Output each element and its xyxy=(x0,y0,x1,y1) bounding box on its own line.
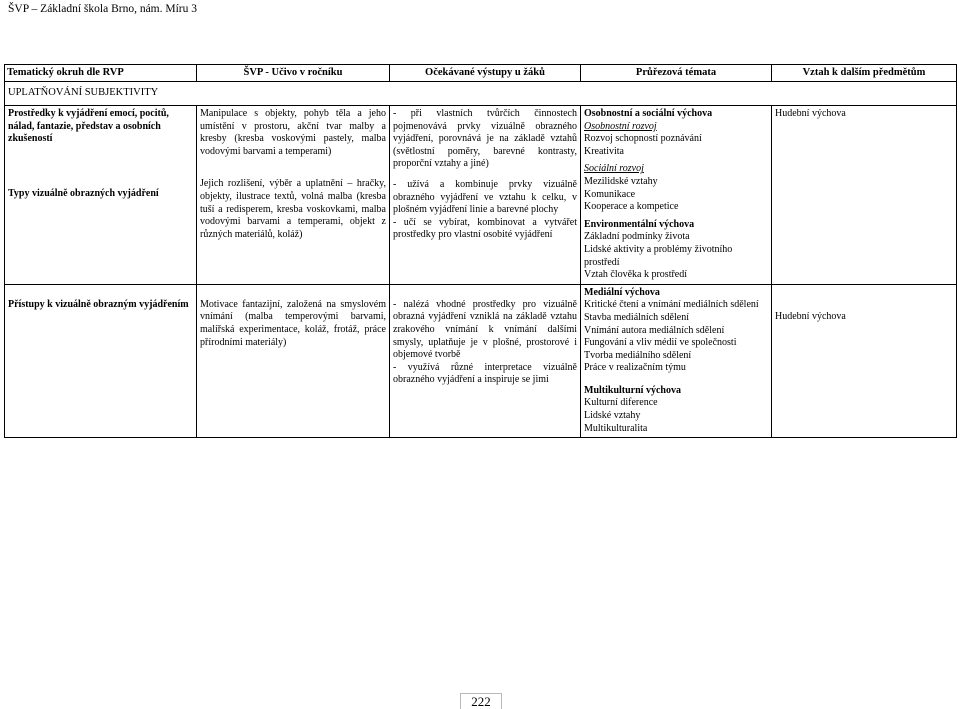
topic-item: Typy vizuálně obrazných vyjádření xyxy=(8,188,159,199)
column-header-cross-themes: Průřezová témata xyxy=(581,65,772,82)
column-header-curriculum: ŠVP - Učivo v ročníku xyxy=(197,65,390,82)
theme-item: Práce v realizačním týmu xyxy=(584,362,686,374)
theme-item: Multikulturalita xyxy=(584,422,648,434)
curriculum-item: Jejich rozlišení, výběr a uplatnění – hračky, objekty, ilustrace textů, volná malba (kresba tuší a redisperem, kresba voskovkami, malba vodovými barvami a temperami, objekt z různých materiálů, koláž) xyxy=(200,178,386,240)
theme-item: Vnímání autora mediálních sdělení xyxy=(584,324,725,336)
theme-subarea: Sociální rozvoj xyxy=(584,163,644,175)
theme-item: Lidské vztahy xyxy=(584,410,641,422)
cross-themes-cell xyxy=(581,284,772,438)
column-header-outcomes: Očekávané výstupy u žáků xyxy=(390,65,581,82)
theme-item: Vztah člověka k prostředí xyxy=(584,269,688,281)
curriculum-table xyxy=(4,64,957,438)
column-header-topic: Tematický okruh dle RVP xyxy=(5,65,197,82)
table-row xyxy=(5,106,957,285)
table-row xyxy=(5,284,957,438)
theme-subarea: Osobnostní rozvoj xyxy=(584,120,657,132)
outcome-item: - učí se vybírat, kombinovat a vytvářet prostředky pro vlastní osobité vyjádření xyxy=(393,216,577,241)
theme-area-title: Osobnostní a sociální výchova xyxy=(584,108,713,119)
theme-item: Rozvoj schopností poznávání xyxy=(584,133,702,145)
page-number: 222 xyxy=(460,693,502,709)
theme-item: Kritické čtení a vnímání mediálních sdělení xyxy=(584,299,759,311)
outcome-item: - při vlastních tvůrčích činnostech pojmenovává prvky vizuálně obrazného vyjádření, porovnává je na základě vztahů (světlostní poměry, barevné kontrasty, proporční vztahy a jiné) xyxy=(393,108,577,170)
outcome-item: - využívá různé interpretace vizuálně obrazného vyjádření a inspiruje se jimi xyxy=(393,361,577,386)
table-header-row xyxy=(5,65,957,82)
theme-item: Kreativita xyxy=(584,145,624,157)
section-title: UPLATŇOVÁNÍ SUBJEKTIVITY xyxy=(5,82,957,106)
curriculum-item: Manipulace s objekty, pohyb těla a jeho umístění v prostoru, akční tvar malby a kresby (kresba voskovými pastely, malba vodovými barvami a temperami) xyxy=(200,108,386,157)
theme-item: Lidské aktivity a problémy životního prostředí xyxy=(584,243,733,268)
theme-area-title: Environmentální výchova xyxy=(584,218,695,230)
curriculum-cell xyxy=(197,106,390,285)
theme-area-title: Multikulturní výchova xyxy=(584,384,681,396)
outcome-item: - užívá a kombinuje prvky vizuálně obrazného vyjádření ve vztahu k celku, v plošném vyjádření linie a barevné plochy xyxy=(393,178,577,216)
outcomes-cell xyxy=(390,106,581,285)
theme-item: Mezilidské vztahy xyxy=(584,175,658,187)
section-row xyxy=(5,82,957,106)
outcomes-cell xyxy=(390,284,581,438)
theme-area-title: Mediální výchova xyxy=(584,286,660,298)
outcome-item: - nalézá vhodné prostředky pro vizuálně obrazná vyjádření vzniklá na základě vztahu zrakového vnímání k vnímání dalšími smysly, uplatňuje je v plošné, prostorové i objemové tvorbě xyxy=(393,298,577,361)
topic-item: Prostředky k vyjádření emocí, pocitů, nálad, fantazie, představ a osobních zkušeností xyxy=(8,108,169,145)
theme-item: Kulturní diference xyxy=(584,397,658,409)
theme-item: Tvorba mediálního sdělení xyxy=(584,349,692,361)
theme-item: Kooperace a kompetice xyxy=(584,201,679,213)
theme-item: Komunikace xyxy=(584,188,636,200)
cross-themes-cell xyxy=(581,106,772,285)
theme-item: Základní podmínky života xyxy=(584,231,690,243)
document-header: ŠVP – Základní škola Brno, nám. Míru 3 xyxy=(8,3,197,15)
relations-cell: Hudební výchova xyxy=(772,284,957,438)
column-header-relations: Vztah k dalším předmětům xyxy=(772,65,957,82)
curriculum-cell: Motivace fantazijní, založená na smyslovém vnímání (malba temperovými barvami, malířská experimentace, koláž, frotáž, práce přírodními materiály) xyxy=(197,284,390,438)
relations-cell: Hudební výchova xyxy=(772,106,957,285)
topic-cell xyxy=(5,106,197,285)
theme-item: Stavba mediálních sdělení xyxy=(584,311,689,323)
topic-cell: Přístupy k vizuálně obrazným vyjádřením xyxy=(5,284,197,438)
theme-item: Fungování a vliv médií ve společnosti xyxy=(584,337,737,349)
